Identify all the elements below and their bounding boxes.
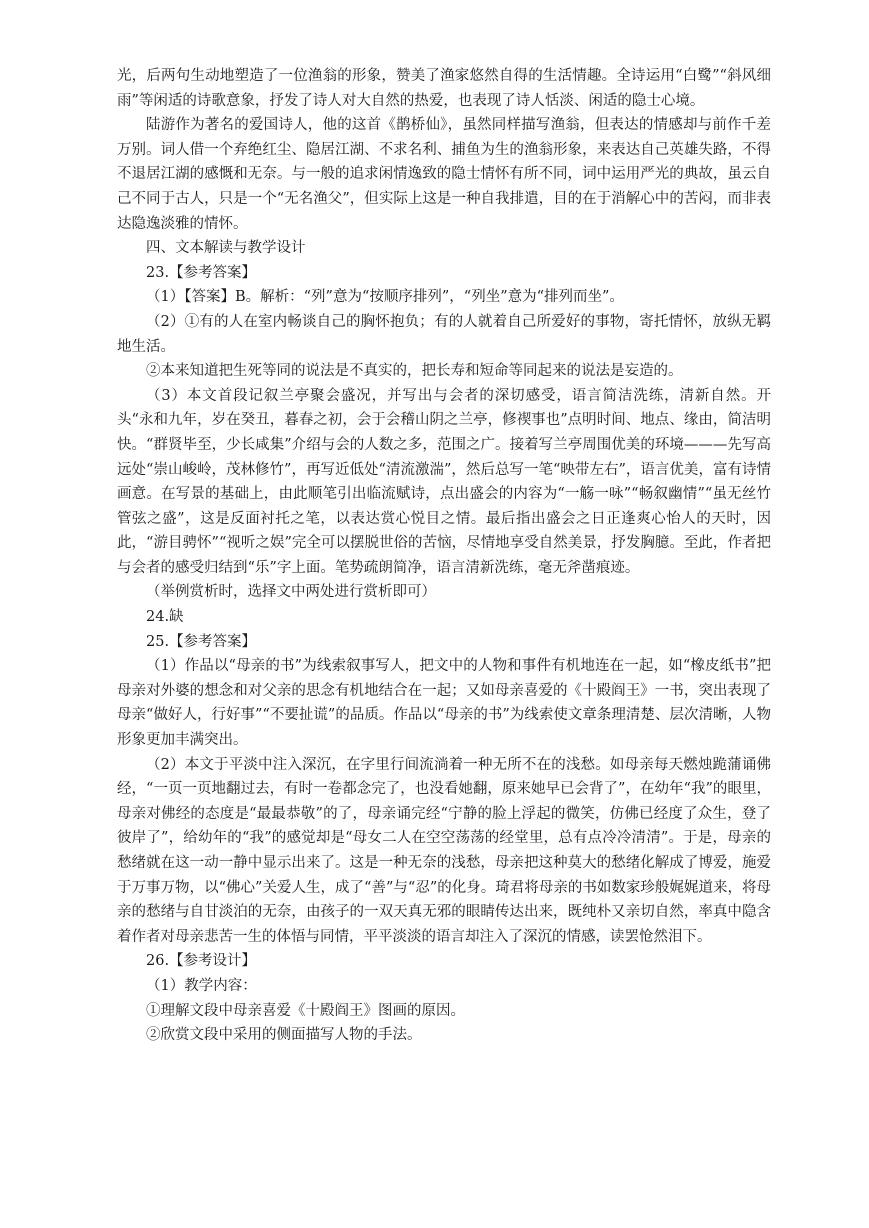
question-26-teaching-content-2: ②欣赏文段中采用的侧面描写人物的手法。 bbox=[146, 1027, 422, 1044]
document-body bbox=[117, 64, 771, 1048]
question-26-teaching-content-1: ①理解文段中母亲喜爱《十殿阎王》图画的原因。 bbox=[146, 1002, 465, 1019]
question-23-answer-1: （1）【答案】B。解析：“列”意为“按顺序排列”，“列坐”意为“排列而坐”。 bbox=[146, 289, 624, 306]
paragraph-fisherman-poem-analysis-end: 光，后两句生动地塑造了一位渔翁的形象，赞美了渔家悠然自得的生活情趣。全诗运用“白鹭”“斜风细雨”等闲适的诗歌意象，抒发了诗人对大自然的热爱，也表现了诗人恬淡、闲适的隐士心境。 bbox=[117, 68, 771, 109]
question-26-teaching-content-label: （1）教学内容： bbox=[146, 977, 257, 994]
question-26-heading: 26.【参考设计】 bbox=[146, 953, 257, 970]
question-23-answer-3: （3）本文首段记叙兰亭聚会盛况，并写出与会者的深切感受，语言简洁洗练，清新自然。开头“永和九年，岁在癸丑，暮春之初，会于会稽山阴之兰亭，修禊事也”点明时间、地点、缘由，简洁明快。“群贤毕至，少长咸集”介绍与会的人数之多，范围之广。接着写兰亭周围优美的环境———先写高远处“崇山峻岭，茂林修竹”，再写近低处“清流激湍”，然后总写一笔“映带左右”，语言优美，富有诗情画意。在写景的基础上，由此顺笔引出临流赋诗，点出盛会的内容为“一觞一咏”“畅叙幽情”“虽无丝竹管弦之盛”，这是反面衬托之笔，以表达赏心悦目之情。最后指出盛会之日正逢爽心怡人的天时，因此，“游目骋怀”“视听之娱”完全可以摆脱世俗的苦恼，尽情地享受自然美景，抒发胸臆。至此，作者把与会者的感受归结到“乐”字上面。笔势疏朗简净，语言清新洗练，毫无斧凿痕迹。 bbox=[117, 387, 771, 576]
question-23-answer-2-part-1: （2）①有的人在室内畅谈自己的胸怀抱负；有的人就着自己所爱好的事物，寄托情怀，放纵无羁地生活。 bbox=[117, 313, 771, 355]
question-25-answer-2: （2）本文于平淡中注入深沉，在字里行间流淌着一种无所不在的浅愁。如母亲每天燃烛跪蒲诵佛经，“一页一页地翻过去，有时一卷都念完了，也没看她翻，原来她早已会背了”，在幼年“我”的眼里，母亲对佛经的态度是“最最恭敬”的了，母亲诵完经“宁静的脸上浮起的微笑，仿佛已经度了众生，登了彼岸了”，给幼年的“我”的感觉却是“母女二人在空空荡荡的经堂里，总有点冷冷清清”。于是，母亲的愁绪就在这一动一静中显示出来了。这是一种无奈的浅愁，母亲把这种莫大的愁绪化解成了博爱，施爱于万事万物，以“佛心”关爱人生，成了“善”与“忍”的化身。琦君将母亲的书如数家珍般娓娓道来，将母亲的愁绪与自甘淡泊的无奈，由孩子的一双天真无邪的眼睛传达出来，既纯朴又亲切自然，率真中隐含着作者对母亲悲苦一生的体悟与同情，平平淡淡的语言却注入了深沉的情感，读罢怆然泪下。 bbox=[117, 756, 771, 945]
question-25-answer-1: （1）作品以“母亲的书”为线索叙事写人，把文中的人物和事件有机地连在一起，如“橡皮纸书”把母亲对外婆的想念和对父亲的思念有机地结合在一起；又如母亲喜爱的《十殿阎王》一书，突出表现了母亲“做好人，行好事”“不要扯谎”的品质。作品以“母亲的书”为线索使文章条理清楚、层次清晰，人物形象更加丰满突出。 bbox=[117, 658, 771, 749]
question-23-answer-2-part-2: ②本来知道把生死等同的说法是不真实的，把长寿和短命等同起来的说法是妄造的。 bbox=[146, 363, 683, 380]
paragraph-lu-you-analysis: 陆游作为著名的爱国诗人，他的这首《鹊桥仙》，虽然同样描写渔翁，但表达的情感却与前作千差万别。词人借一个弃绝红尘、隐居江湖、不求名利、捕鱼为生的渔翁形象，来表达自己英雄失路，不得不退居江湖的感慨和无奈。与一般的追求闲情逸致的隐士情怀有所不同，词中运用严光的典故，虽云自己不同于古人，只是一个“无名渔父”，但实际上这是一种自我排遣，目的在于消解心中的苦闷，而非表达隐逸淡雅的情怀。 bbox=[117, 117, 771, 232]
question-23-note: （举例赏析时，选择文中两处进行赏析即可） bbox=[146, 584, 436, 601]
question-23-heading: 23.【参考答案】 bbox=[146, 264, 257, 281]
question-25-heading: 25.【参考答案】 bbox=[146, 633, 257, 650]
question-24-heading: 24.缺 bbox=[146, 609, 184, 626]
section-heading-text-interpretation: 四、文本解读与教学设计 bbox=[146, 240, 306, 257]
